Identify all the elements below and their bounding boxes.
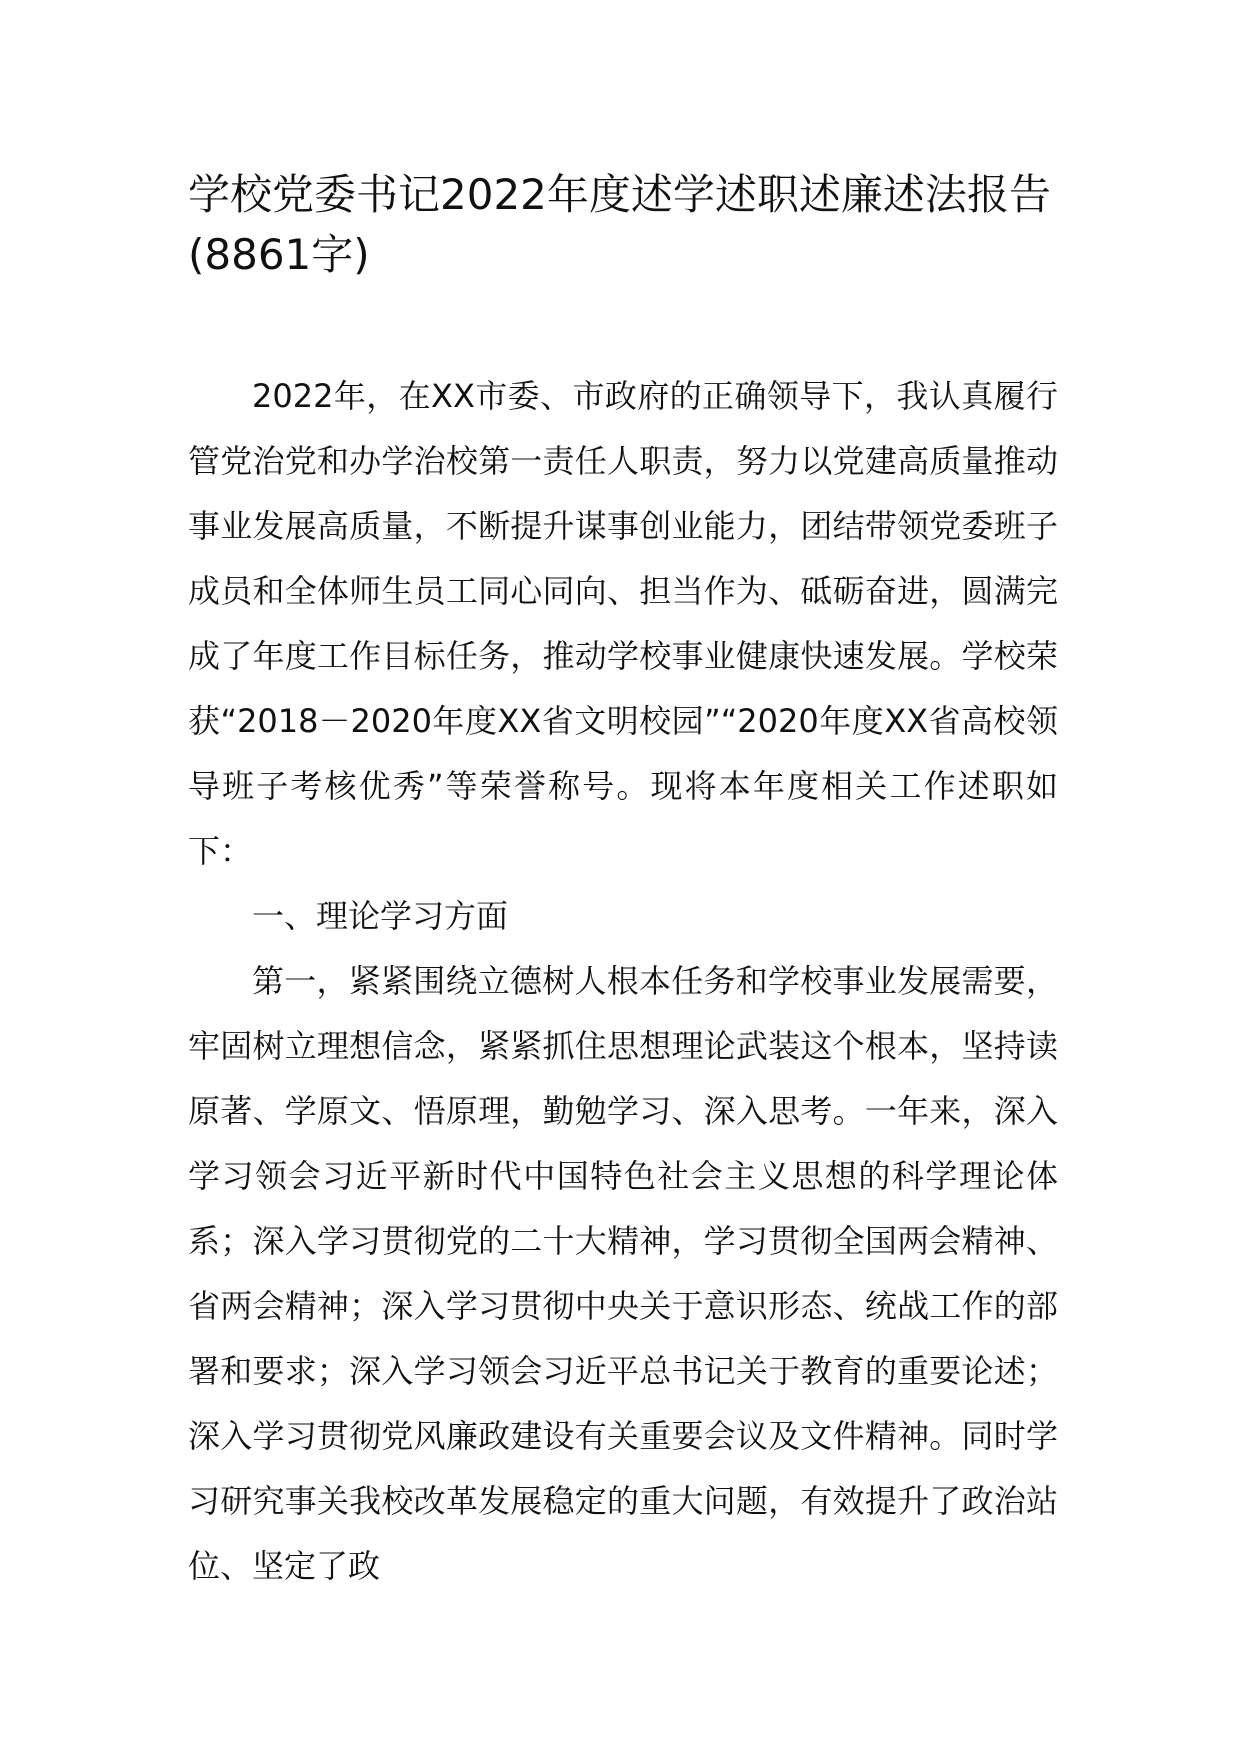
paragraph-first-point: 第一，紧紧围绕立德树人根本任务和学校事业发展需要，牢固树立理想信念，紧紧抓住思想理论武装这个根本，坚持读原著、学原文、悟原理，勤勉学习、深入思考。一年来，深入学习领会习近平新时代中国特色社会主义思想的科学理论体系；深入学习贯彻党的二十大精神，学习贯彻全国两会精神、省两会精神；深入学习贯彻中央关于意识形态、统战工作的部署和要求；深入学习领会习近平总书记关于教育的重要论述；深入学习贯彻党风廉政建设有关重要会议及文件精神。同时学习研究事关我校改革发展稳定的重大问题，有效提升了政治站位、坚定了政 (188, 962, 1058, 1585)
paragraph-intro: 2022年，在XX市委、市政府的正确领导下，我认真履行管党治党和办学治校第一责任人职责，努力以党建高质量推动事业发展高质量，不断提升谋事创业能力，团结带领党委班子成员和全体师生员工同心同向、担当作为、砥砺奋进，圆满完成了年度工作目标任务，推动学校事业健康快速发展。学校荣获“2018－2020年度XX省文明校园”“2020年度XX省高校领导班子考核优秀”等荣誉称号。现将本年度相关工作述职如下： (188, 377, 1058, 870)
section-heading-theory-study: 一、理论学习方面 (252, 897, 509, 935)
document-title: 学校党委书记2022年度述学述职述廉述法报告(8861字) (188, 170, 1051, 279)
document-body (188, 364, 1058, 1599)
